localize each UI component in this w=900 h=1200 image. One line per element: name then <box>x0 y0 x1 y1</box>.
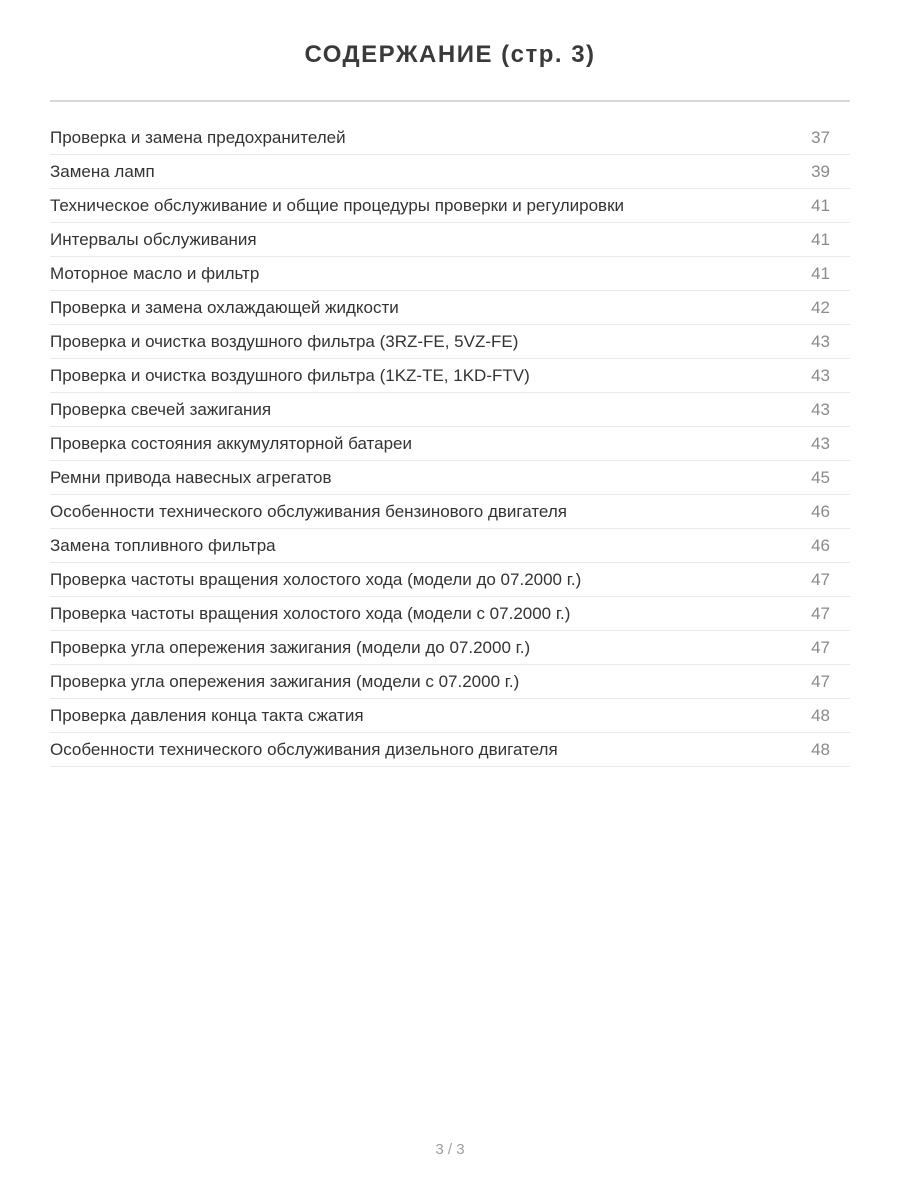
toc-entry-page-number: 46 <box>811 501 830 521</box>
toc-entry-page-number: 48 <box>811 705 830 725</box>
toc-row[interactable] <box>50 155 850 189</box>
toc-entry-label: Проверка состояния аккумуляторной батареи <box>50 433 412 453</box>
toc-entry-label: Проверка частоты вращения холостого хода (модели с 07.2000 г.) <box>50 603 571 623</box>
toc-entry-page-number: 47 <box>811 637 830 657</box>
toc-entry-page-number: 47 <box>811 603 830 623</box>
toc-row[interactable] <box>50 189 850 223</box>
toc-row[interactable] <box>50 393 850 427</box>
toc-entry-label: Моторное масло и фильтр <box>50 263 260 283</box>
toc-row[interactable] <box>50 427 850 461</box>
toc-row[interactable] <box>50 631 850 665</box>
toc-row[interactable] <box>50 529 850 563</box>
toc-entry-page-number: 43 <box>811 365 830 385</box>
toc-entry-label: Проверка и замена предохранителей <box>50 127 346 147</box>
toc-entry-page-number: 48 <box>811 739 830 759</box>
toc-entry-label: Проверка давления конца такта сжатия <box>50 705 364 725</box>
toc-entry-label: Проверка свечей зажигания <box>50 399 272 419</box>
toc-entry-label: Замена топливного фильтра <box>50 535 276 555</box>
toc-row[interactable] <box>50 495 850 529</box>
page-title: СОДЕРЖАНИЕ (стр. 3) <box>304 41 596 68</box>
toc-entry-page-number: 43 <box>811 399 830 419</box>
toc-entry-page-number: 43 <box>811 433 830 453</box>
toc-row[interactable] <box>50 665 850 699</box>
toc-entry-page-number: 41 <box>811 195 830 215</box>
toc-row[interactable] <box>50 597 850 631</box>
toc-row[interactable] <box>50 359 850 393</box>
page-counter: 3 / 3 <box>435 1141 465 1158</box>
toc-row[interactable] <box>50 563 850 597</box>
toc-entry-label: Замена ламп <box>50 161 155 181</box>
toc-entry-page-number: 43 <box>811 331 830 351</box>
toc-row[interactable] <box>50 699 850 733</box>
toc-entry-page-number: 46 <box>811 535 830 555</box>
toc-row[interactable] <box>50 121 850 155</box>
toc-entry-label: Особенности технического обслуживания бензинового двигателя <box>50 501 567 521</box>
toc-entry-label: Проверка и очистка воздушного фильтра (3RZ-FE, 5VZ-FE) <box>50 331 519 351</box>
toc-row[interactable] <box>50 291 850 325</box>
toc-entry-label: Проверка частоты вращения холостого хода (модели до 07.2000 г.) <box>50 569 582 589</box>
toc-row[interactable] <box>50 257 850 291</box>
toc-entry-page-number: 47 <box>811 569 830 589</box>
toc-entry-page-number: 37 <box>811 127 830 147</box>
toc-entry-page-number: 41 <box>811 263 830 283</box>
toc-row[interactable] <box>50 325 850 359</box>
toc-row[interactable] <box>50 733 850 767</box>
toc-entry-label: Проверка и очистка воздушного фильтра (1KZ-TE, 1KD-FTV) <box>50 365 530 385</box>
toc-row[interactable] <box>50 223 850 257</box>
toc-entry-label: Интервалы обслуживания <box>50 229 257 249</box>
toc-entry-label: Ремни привода навесных агрегатов <box>50 467 332 487</box>
toc-entry-page-number: 41 <box>811 229 830 249</box>
toc-entry-label: Особенности технического обслуживания дизельного двигателя <box>50 739 558 759</box>
toc-entry-page-number: 39 <box>811 161 830 181</box>
toc-entry-label: Техническое обслуживание и общие процедуры проверки и регулировки <box>50 195 625 215</box>
toc-entry-label: Проверка угла опережения зажигания (модели до 07.2000 г.) <box>50 637 531 657</box>
toc-entry-page-number: 42 <box>811 297 830 317</box>
toc-entry-page-number: 47 <box>811 671 830 691</box>
toc-entry-label: Проверка и замена охлаждающей жидкости <box>50 297 399 317</box>
toc-entry-page-number: 45 <box>811 467 830 487</box>
toc-row[interactable] <box>50 461 850 495</box>
toc-list <box>50 102 850 767</box>
toc-entry-label: Проверка угла опережения зажигания (модели с 07.2000 г.) <box>50 671 520 691</box>
